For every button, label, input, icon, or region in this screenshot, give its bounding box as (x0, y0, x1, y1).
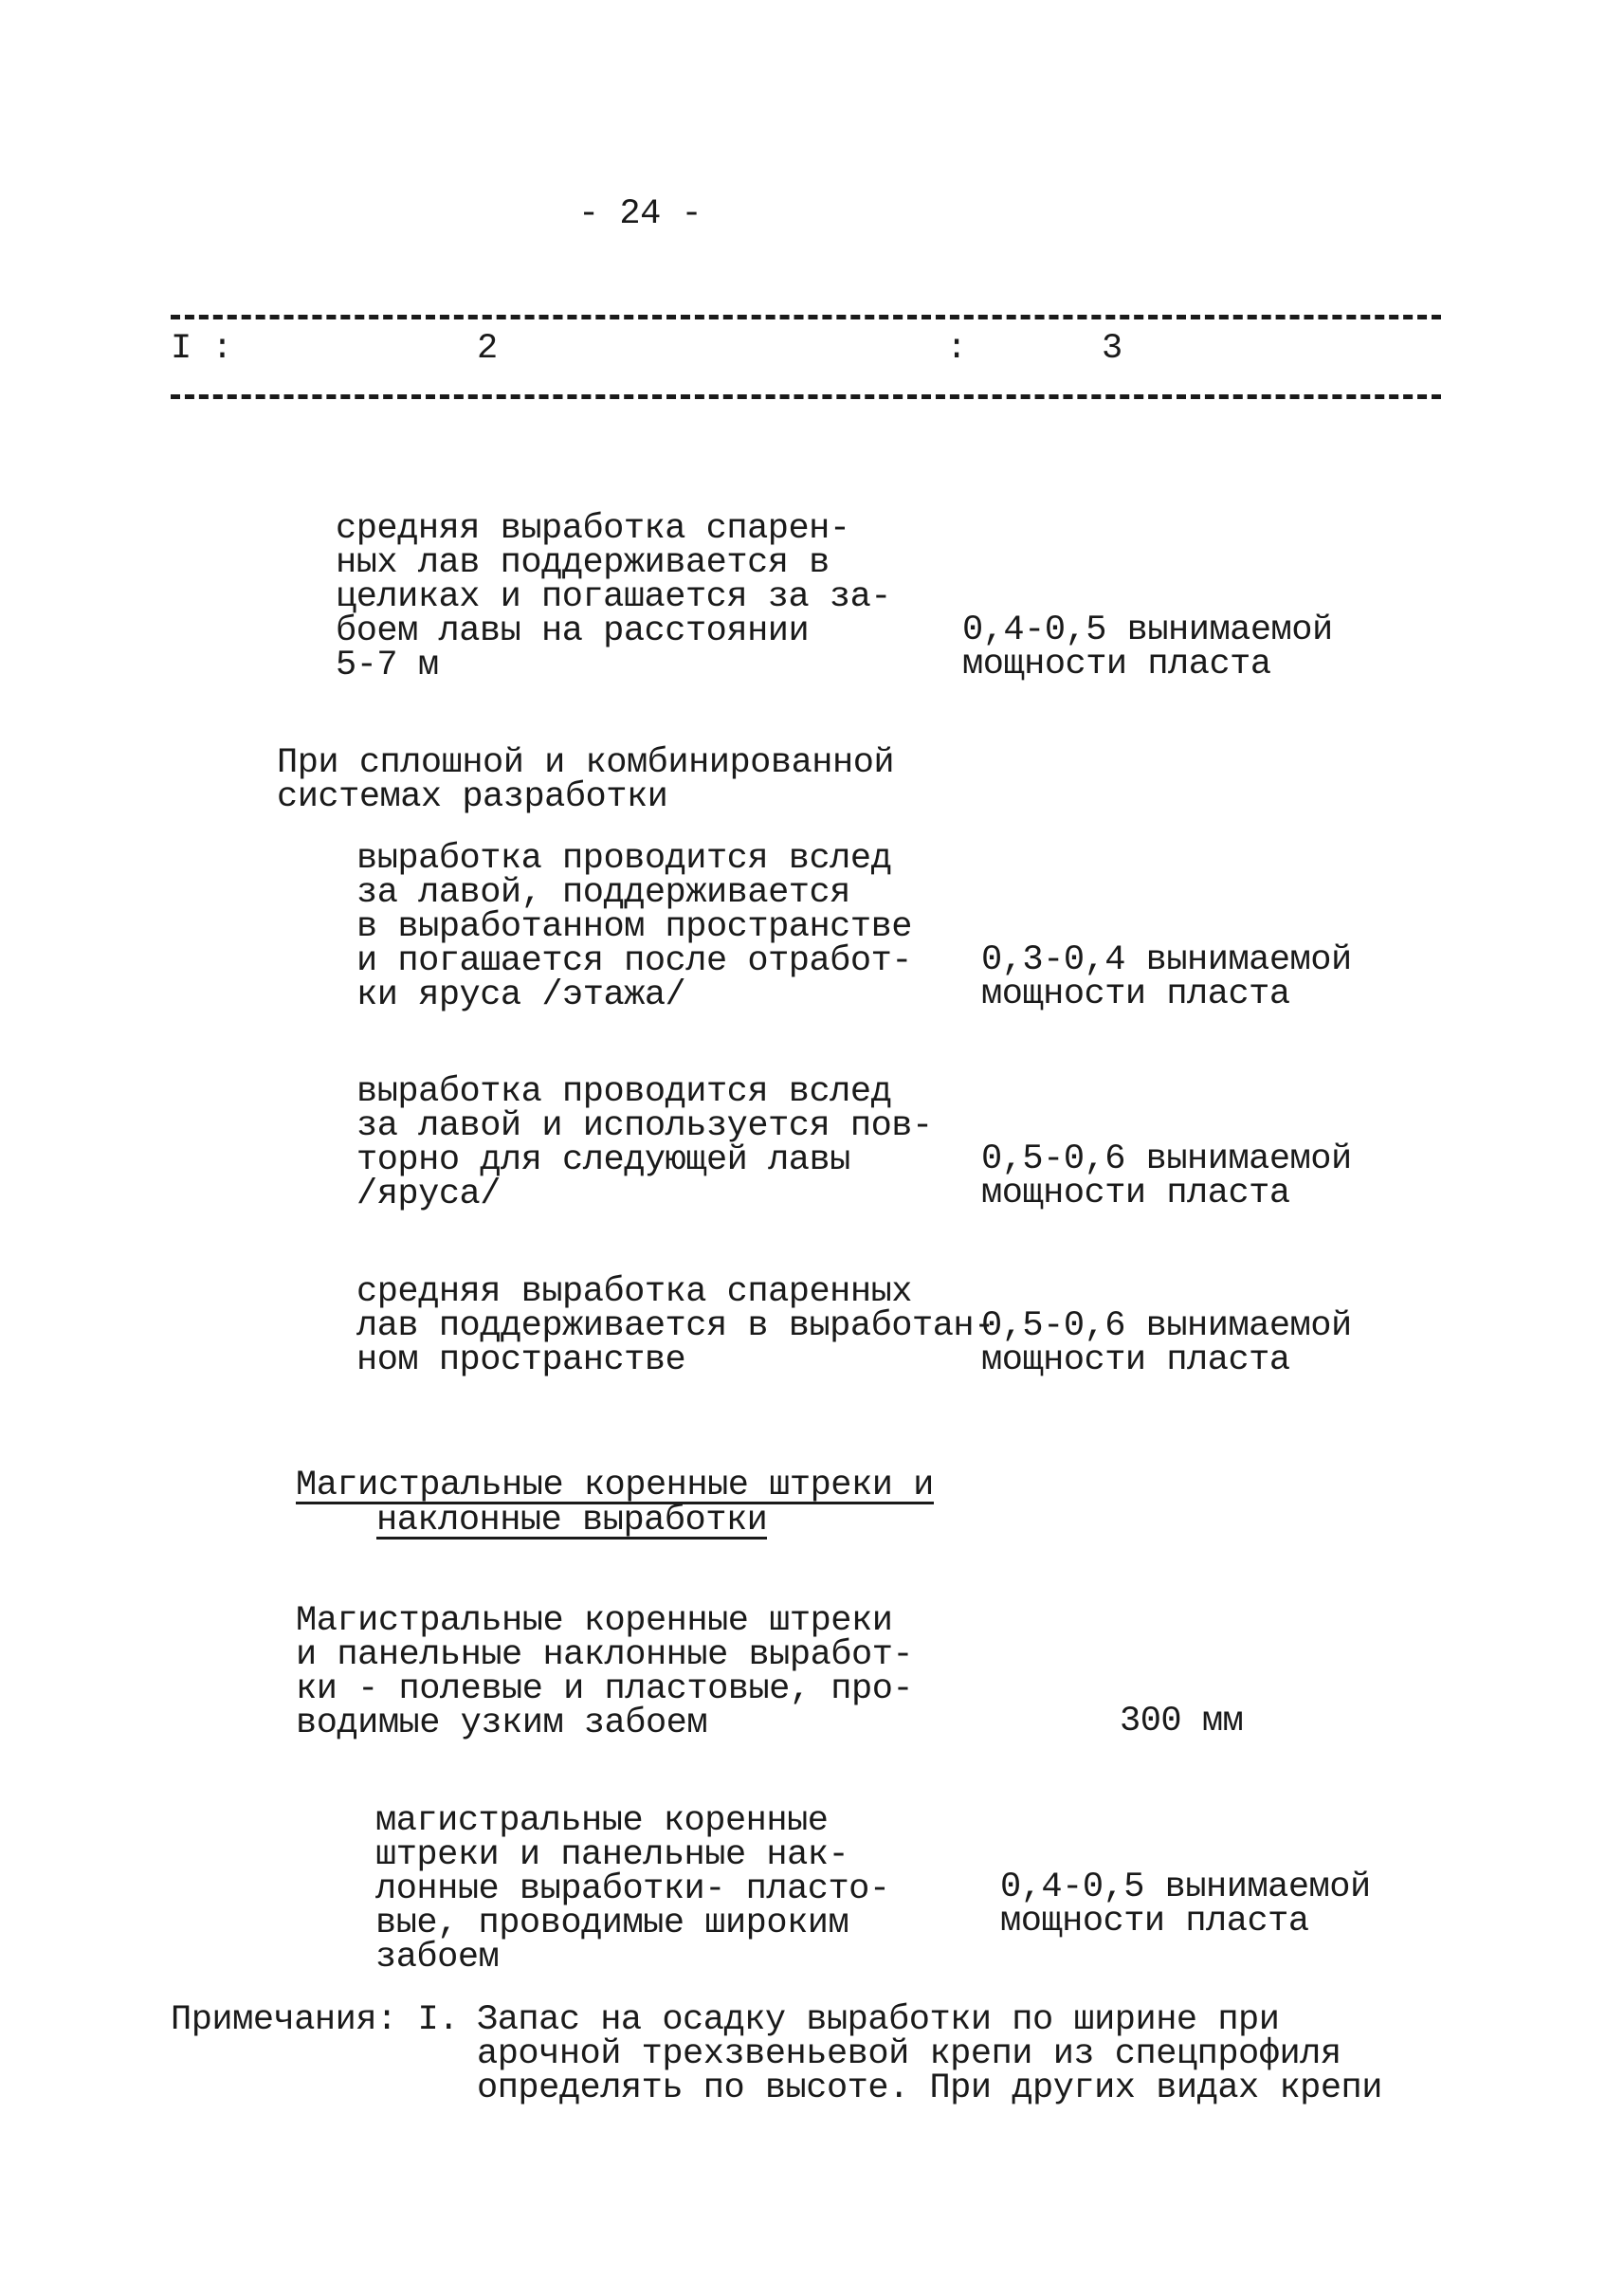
notes-text: Запас на осадку выработки по ширине при арочной трехзвеньевой крепи из спецпрофиля определять по высоте. При других видах крепи (477, 2000, 1382, 2108)
column-header-2: 2 (477, 329, 498, 369)
row-description: Магистральные коренные штреки и панельные наклонные выработ- ки - полевые и пластовые, про- водимые узким забоем (296, 1601, 914, 1743)
row-description: средняя выработка спарен- ных лав поддерживается в целиках и погашается за за- боем лавы на расстоянии 5-7 м (336, 509, 891, 685)
header-top-rule (171, 315, 1441, 319)
row-description: выработка проводится вслед за лавой и используется пов- торно для следующей лавы /яруса/ (356, 1072, 933, 1214)
header-bottom-rule (171, 394, 1441, 399)
row-value: 0,3-0,4 вынимаемой мощности пласта (981, 940, 1352, 1014)
row-value: 0,4-0,5 вынимаемой мощности пласта (962, 610, 1333, 684)
row-value: 0,4-0,5 вынимаемой мощности пласта (1000, 1868, 1371, 1941)
row-description: средняя выработка спаренных лав поддерживается в выработан- ном пространстве (356, 1272, 994, 1380)
row-description: магистральные коренные штреки и панельные нак- лонные выработки- пласто- вые, проводимые широким забоем (375, 1801, 890, 1977)
column-header-separator: : (946, 329, 967, 369)
row-value: 0,5-0,6 вынимаемой мощности пласта (981, 1139, 1352, 1213)
section-title: наклонные выработки (376, 1501, 768, 1540)
row-description: выработка проводится вслед за лавой, поддерживается в выработанном пространстве и погашается после отработ- ки яруса /этажа/ (356, 839, 912, 1015)
row-value: 0,5-0,6 вынимаемой мощности пласта (981, 1306, 1352, 1380)
row-value: 300 мм (1120, 1702, 1244, 1741)
column-header-1: I : (171, 329, 233, 369)
section-title: Магистральные коренные штреки и (296, 1466, 934, 1505)
notes-label: Примечания: I. (171, 2000, 459, 2040)
system-heading: При сплошной и комбинированной системах разработки (277, 743, 895, 817)
page-number: - 24 - (578, 194, 703, 234)
column-header-3: 3 (1102, 329, 1122, 369)
